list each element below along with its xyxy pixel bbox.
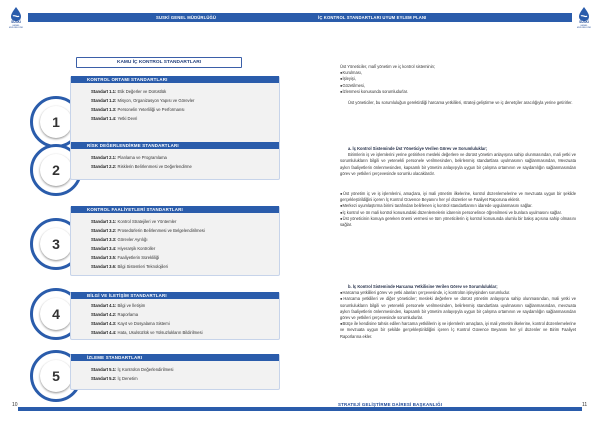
section-b-title: b. İç Kontrol Sisteminde Harcama Yetkilisine Verilen Görev ve Sorumluluklar; bbox=[348, 284, 498, 289]
intro-lead: Üst Yöneticiler, malî yönetim ve iç kontrol sisteminin; bbox=[340, 64, 436, 69]
logo-name: SUSKİ bbox=[11, 20, 21, 24]
list-item: Standart 3.4: Hiyerarşik Kontroller bbox=[91, 246, 156, 251]
logo-subtitle: GENEL MÜDÜRLÜĞÜ bbox=[576, 25, 592, 29]
section-number: 1 bbox=[40, 106, 72, 138]
standards-card bbox=[70, 76, 280, 152]
section-4 bbox=[30, 292, 290, 344]
main-title: KAMU İÇ KONTROL STANDARTLARI bbox=[76, 57, 242, 68]
section-5 bbox=[30, 354, 290, 402]
section-3 bbox=[30, 206, 290, 276]
list-item: ●Harcama yetkilileri görev ve yetki alanları çerçevesinde, iç kontrolün işleyişinden sorumludur. bbox=[340, 290, 511, 296]
intro-paragraph: Üst yöneticiler, bu sorumluluğun gerektirdiği harcama yetkilileri, strateji geliştirme ve iç denetçiler aracılığıyla yerine getirirler. bbox=[348, 100, 573, 106]
list-item: Standart 4.1: Bilgi ve İletişim bbox=[91, 303, 146, 308]
list-item: ●Kurulması, bbox=[340, 70, 363, 76]
list-item: Standart 3.6: Bilgi Sistemleri Teknolojileri bbox=[91, 264, 168, 269]
standards-card bbox=[70, 142, 280, 180]
list-item: ●Üst yöneticinin konuya gereken önemi vermesi ve tüm yöneticilerin iç kontrol konusunda olumlu bir bakış açısına sahip olmasını sağlar. bbox=[340, 215, 576, 228]
section-number: 5 bbox=[40, 360, 72, 392]
page-number-right: 11 bbox=[582, 402, 588, 408]
list-item: ●Üst yönetim iç ve iş işlemlerini, amaçlara, iyi mali yönetim ilkelerine, kontrol düzenlemelerine ve mevzuata uygun bir şekilde gerçekleştirildiğini içeren İç Kontrol Güvence Beyanını her yıl düzenler ve Faaliyet Raporuna ekletir. bbox=[340, 191, 576, 203]
page-number-left: 10 bbox=[12, 402, 18, 408]
list-item: Standart 4.4: Hata, Usulsüzlük ve Yolsuzlukların Bildirilmesi bbox=[91, 330, 203, 335]
list-item: ●İşleyişi, bbox=[340, 76, 356, 82]
list-item: Standart 2.2: Risklerin Belirlenmesi ve Değerlendirme bbox=[91, 164, 192, 169]
section-title: BİLGİ VE İLETİŞİM STANDARTLARI bbox=[71, 292, 279, 299]
suski-logo-right bbox=[574, 6, 594, 30]
section-title: RİSK DEĞERLENDİRME STANDARTLARI bbox=[71, 142, 279, 149]
list-item: ●Bütçe ile kendisine tahsis edilen harcama yetkililerin iş ve işlemlerin amaçlara, iyi mali yönetim ilkelerine, kontrol düzenlemelerine ve mevzuata uygun bir şekilde gerçekleştirildiğini içeren İç Kontrol Güvence Beyanını her yıl düzenler ve Birim Faaliyet Raporlarına ekler. bbox=[340, 321, 576, 339]
section-a-title: a. İç Kontrol Sisteminde Üst Yöneticiye Verilen Görev ve Sorumluluklar; bbox=[348, 146, 488, 151]
section-a-paragraph: Birimlerin iş ve işlemlerini yerine getirirken mesleki değerlere ve dürüst yönetim anlayışına sahip olunmasından, mali yetki ve sorumlulukların bilgili ve yetenekli personele verilmesinden, belirlenmiş standartlara uyulmasının sağlanmasından, Mevzuata aykırı faaliyetlerin önlenmesinden, kapsamlı bir yönetim anlayışıyla uygun bir çalışma ortamının ve saydamlığın sağlanmasından görev ve yetkileri çerçevesinde sorumlu olacaklardır. bbox=[340, 152, 576, 176]
list-item: Standart 3.2: Prosedürlerin Belirlenmesi ve Belgelendirilmesi bbox=[91, 228, 205, 233]
footer-department: STRATEJİ GELİŞTİRME DAİRESİ BAŞKANLIĞI bbox=[338, 402, 443, 407]
list-item: Standart 5.2: İç Denetim bbox=[91, 376, 138, 381]
right-text-section-b bbox=[340, 284, 576, 340]
list-item: Standart 3.5: Faaliyetlerin Sürekliliği bbox=[91, 255, 160, 260]
standards-card bbox=[70, 354, 280, 390]
list-item: Standart 1.4: Yetki Devri bbox=[91, 116, 138, 121]
section-title: KONTROL FAALİYETLERİ STANDARTLARI bbox=[71, 206, 279, 213]
section-b-bullets bbox=[340, 290, 576, 340]
right-text-intro bbox=[340, 64, 576, 106]
header-bar-left bbox=[28, 13, 300, 22]
header-bar-right bbox=[300, 13, 572, 22]
list-item: Standart 3.3: Görevler Ayrılığı bbox=[91, 237, 148, 242]
footer-bar-right bbox=[300, 407, 582, 411]
header-right-title: İÇ KONTROL STANDARTLARI UYUM EYLEM PLANI bbox=[318, 15, 427, 20]
list-item: Standart 2.1: Planlama ve Programlama bbox=[91, 155, 167, 160]
standards-card bbox=[70, 206, 280, 276]
list-item: Standart 4.3: Kayıt ve Dosyalama Sistemi bbox=[91, 321, 170, 326]
section-2 bbox=[30, 142, 290, 194]
logo-name: SUSKİ bbox=[579, 20, 589, 24]
section-a-bullets bbox=[340, 191, 576, 228]
logo-subtitle: GENEL MÜDÜRLÜĞÜ bbox=[8, 25, 24, 29]
section-number: 2 bbox=[40, 154, 72, 186]
list-item: Standart 5.1: İç Kontrolün Değerlendirilmesi bbox=[91, 367, 174, 372]
right-text-section-a bbox=[340, 146, 576, 228]
section-title: KONTROL ORTAMI STANDARTLARI bbox=[71, 76, 279, 83]
intro-bullets bbox=[340, 70, 576, 95]
list-item: ●Merkezi uyumlaştırma birimi tarafından belirlenen iç kontrol standartlarının idarede uygulanmasını sağlar. bbox=[340, 203, 533, 209]
header-left-title: SUSKİ GENEL MÜDÜRLÜĞÜ bbox=[156, 15, 217, 20]
list-item: ●İzlenmesi konusunda sorumludurlar. bbox=[340, 88, 409, 94]
list-item: ●Gözetilmesi, bbox=[340, 82, 366, 88]
list-item: ●İç kontrol ve ön mali kontrol konusundaki düzenlemelerin idarenin personelince öğrenilmesi ve bunlara uyulmasını sağlar. bbox=[340, 209, 562, 215]
list-item: Standart 4.2: Raporlama bbox=[91, 312, 139, 317]
list-item: Standart 1.2: Misyon, Organizasyon Yapısı ve Görevler bbox=[91, 98, 195, 103]
footer-bar-left bbox=[18, 407, 300, 411]
standards-card bbox=[70, 292, 280, 340]
list-item: Standart 1.3: Personelin Yeterliliği ve Performansı bbox=[91, 107, 185, 112]
list-item: Standart 3.1: Kontrol Stratejileri ve Yöntemler bbox=[91, 219, 177, 224]
section-number: 4 bbox=[40, 298, 72, 330]
section-title: İZLEME STANDARTLARI bbox=[71, 354, 279, 361]
list-item: ●Harcama yetkilileri ve diğer yöneticiler; mesleki değerlere ve dürüst yönetim anlayışına sahip olunmasından, mali yetki ve sorumlulukların bilgili ve yetenekli personele verilmesinden, belirlenmiş standartlara uyulmasının sağlanmasından, mevzuata aykırı faaliyetlerin önlenmesinden, kapsamlı bir yönetim anlayışıyla uygun bir çalışma ortamının ve saydamlığın sağlanmasından görev ve yetkileri çerçevesinde sorumludurlar. bbox=[340, 296, 576, 321]
list-item: Standart 1.1: Etik Değerler ve Dürüstlük bbox=[91, 89, 167, 94]
section-number: 3 bbox=[40, 228, 72, 260]
suski-logo-left bbox=[6, 6, 26, 30]
